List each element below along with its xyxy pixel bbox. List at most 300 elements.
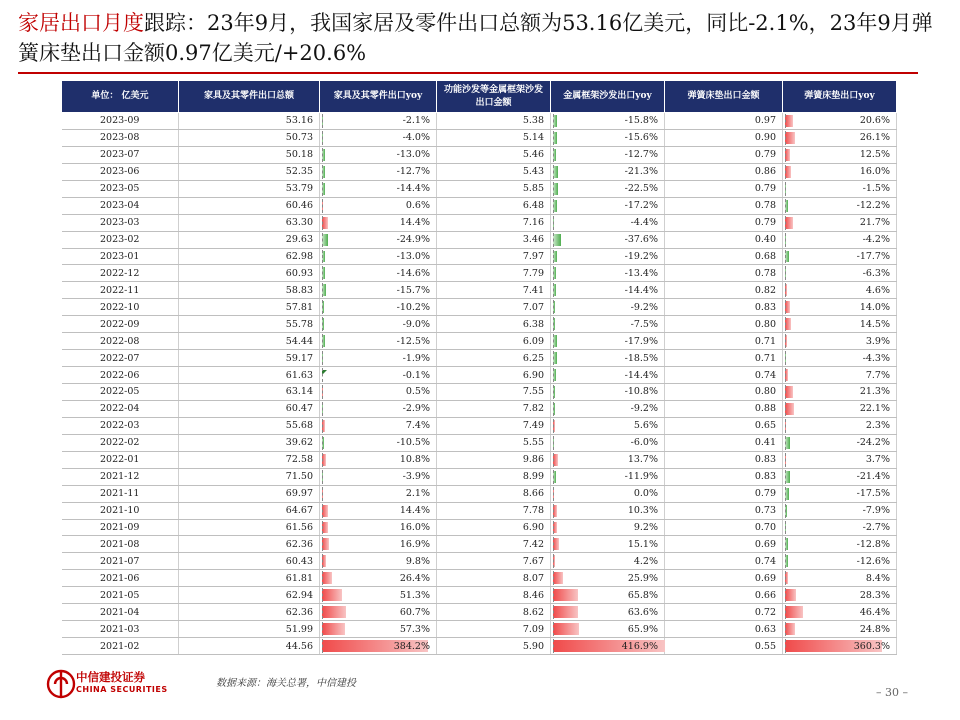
total_yoy-cell bbox=[320, 197, 437, 214]
sofa-cell: 7.78 bbox=[437, 502, 551, 519]
date-cell: 2021-08 bbox=[62, 536, 179, 553]
sofa-cell: 8.46 bbox=[437, 587, 551, 604]
sofa_yoy-value: -15.8% bbox=[624, 115, 658, 127]
sofa_yoy-bar-axis bbox=[553, 571, 554, 585]
sofa-cell: 5.14 bbox=[437, 129, 551, 146]
mat_yoy-bar-axis bbox=[785, 351, 786, 365]
total_yoy-cell bbox=[320, 468, 437, 485]
date-cell: 2023-04 bbox=[62, 197, 179, 214]
sofa_yoy-cell bbox=[551, 621, 665, 638]
mat_yoy-bar-axis bbox=[785, 385, 786, 399]
sofa_yoy-value: -15.6% bbox=[624, 132, 658, 144]
date-cell: 2021-04 bbox=[62, 604, 179, 621]
total-cell: 61.81 bbox=[179, 570, 320, 587]
total_yoy-value: -3.9% bbox=[402, 471, 430, 483]
date-cell: 2022-04 bbox=[62, 400, 179, 417]
total-cell: 71.50 bbox=[179, 468, 320, 485]
sofa_yoy-bar-axis bbox=[553, 114, 554, 128]
sofa_yoy-bar-axis bbox=[553, 216, 554, 230]
header-sofa: 功能沙发等金属框架沙发出口金额 bbox=[437, 81, 551, 113]
total_yoy-cell bbox=[320, 214, 437, 231]
total_yoy-value: 7.4% bbox=[405, 420, 430, 432]
mat_yoy-bar-axis bbox=[785, 165, 786, 179]
date-cell: 2022-12 bbox=[62, 265, 179, 282]
mat_yoy-positive-bar bbox=[785, 403, 794, 415]
sofa_yoy-cell bbox=[551, 367, 665, 384]
total-cell: 62.98 bbox=[179, 248, 320, 265]
mat_yoy-cell bbox=[783, 231, 897, 248]
mat-cell: 0.82 bbox=[665, 282, 783, 299]
table-row bbox=[62, 638, 897, 655]
mat_yoy-bar-axis bbox=[785, 199, 786, 213]
total_yoy-value: 14.4% bbox=[399, 505, 430, 517]
table-row bbox=[62, 333, 897, 350]
total_yoy-value: 0.5% bbox=[405, 386, 430, 398]
total-cell: 44.56 bbox=[179, 638, 320, 655]
mat_yoy-value: 22.1% bbox=[859, 403, 890, 415]
sofa_yoy-cell bbox=[551, 129, 665, 146]
mat_yoy-bar-axis bbox=[785, 233, 786, 247]
total_yoy-value: 0.6% bbox=[405, 200, 430, 212]
mat_yoy-cell bbox=[783, 519, 897, 536]
date-cell: 2022-01 bbox=[62, 451, 179, 468]
total-cell: 50.18 bbox=[179, 146, 320, 163]
mat_yoy-cell bbox=[783, 604, 897, 621]
total_yoy-positive-bar bbox=[322, 606, 346, 618]
total_yoy-cell bbox=[320, 502, 437, 519]
sofa_yoy-bar-axis bbox=[553, 199, 554, 213]
mat_yoy-cell bbox=[783, 163, 897, 180]
mat_yoy-bar-axis bbox=[785, 131, 786, 145]
sofa-cell: 9.86 bbox=[437, 451, 551, 468]
total-cell: 59.17 bbox=[179, 350, 320, 367]
sofa_yoy-value: -17.2% bbox=[624, 200, 658, 212]
total_yoy-bar-axis bbox=[322, 368, 323, 382]
total-cell: 63.30 bbox=[179, 214, 320, 231]
total_yoy-bar-axis bbox=[322, 233, 323, 247]
sofa-cell: 7.16 bbox=[437, 214, 551, 231]
mat_yoy-bar-axis bbox=[785, 588, 786, 602]
total_yoy-cell bbox=[320, 367, 437, 384]
date-cell: 2021-10 bbox=[62, 502, 179, 519]
mat-cell: 0.79 bbox=[665, 485, 783, 502]
furniture-export-table bbox=[61, 80, 897, 655]
total_yoy-bar-axis bbox=[322, 385, 323, 399]
sofa_yoy-value: -19.2% bbox=[624, 250, 658, 262]
mat_yoy-cell bbox=[783, 197, 897, 214]
sofa_yoy-cell bbox=[551, 570, 665, 587]
table-row bbox=[62, 384, 897, 401]
header-total-yoy: 家具及其零件出口yoy bbox=[320, 81, 437, 113]
total-cell: 55.68 bbox=[179, 417, 320, 434]
table-row bbox=[62, 113, 897, 130]
sofa-cell: 7.41 bbox=[437, 282, 551, 299]
total_yoy-cell bbox=[320, 333, 437, 350]
mat_yoy-bar-axis bbox=[785, 436, 786, 450]
total_yoy-bar-axis bbox=[322, 588, 323, 602]
total-cell: 53.79 bbox=[179, 180, 320, 197]
date-cell: 2022-05 bbox=[62, 384, 179, 401]
sofa_yoy-value: 0.0% bbox=[633, 488, 658, 500]
total_yoy-bar-axis bbox=[322, 250, 323, 264]
sofa_yoy-value: -17.9% bbox=[624, 335, 658, 347]
sofa-cell: 6.90 bbox=[437, 367, 551, 384]
table-row bbox=[62, 214, 897, 231]
title-divider bbox=[18, 72, 918, 74]
mat_yoy-value: 20.6% bbox=[859, 115, 890, 127]
sofa_yoy-cell bbox=[551, 434, 665, 451]
date-cell: 2021-09 bbox=[62, 519, 179, 536]
mat_yoy-value: 46.4% bbox=[859, 606, 890, 618]
total_yoy-cell bbox=[320, 400, 437, 417]
mat_yoy-bar-axis bbox=[785, 605, 786, 619]
total_yoy-cell bbox=[320, 485, 437, 502]
mat_yoy-bar-axis bbox=[785, 537, 786, 551]
sofa-cell: 7.55 bbox=[437, 384, 551, 401]
total_yoy-value: -2.9% bbox=[402, 403, 430, 415]
total_yoy-value: 16.9% bbox=[399, 538, 430, 550]
mat-cell: 0.80 bbox=[665, 384, 783, 401]
total_yoy-cell bbox=[320, 417, 437, 434]
mat_yoy-value: 3.7% bbox=[865, 454, 890, 466]
mat_yoy-bar-axis bbox=[785, 114, 786, 128]
total_yoy-cell bbox=[320, 350, 437, 367]
sofa_yoy-value: 65.9% bbox=[627, 623, 658, 635]
table-row bbox=[62, 451, 897, 468]
total-cell: 53.16 bbox=[179, 113, 320, 130]
total-cell: 64.67 bbox=[179, 502, 320, 519]
sofa_yoy-bar-axis bbox=[553, 521, 554, 535]
mat_yoy-bar-axis bbox=[785, 250, 786, 264]
total-cell: 61.56 bbox=[179, 519, 320, 536]
mat_yoy-value: 3.9% bbox=[865, 335, 890, 347]
sofa_yoy-cell bbox=[551, 197, 665, 214]
mat_yoy-bar-axis bbox=[785, 182, 786, 196]
total-cell: 62.36 bbox=[179, 536, 320, 553]
date-cell: 2021-12 bbox=[62, 468, 179, 485]
mat_yoy-positive-bar bbox=[785, 386, 793, 398]
mat-cell: 0.79 bbox=[665, 214, 783, 231]
sofa-cell: 7.97 bbox=[437, 248, 551, 265]
total_yoy-cell bbox=[320, 604, 437, 621]
date-cell: 2021-05 bbox=[62, 587, 179, 604]
date-cell: 2022-09 bbox=[62, 316, 179, 333]
mat-cell: 0.68 bbox=[665, 248, 783, 265]
mat_yoy-cell bbox=[783, 553, 897, 570]
sofa-cell: 6.90 bbox=[437, 519, 551, 536]
table-row bbox=[62, 400, 897, 417]
mat_yoy-value: -12.2% bbox=[856, 200, 890, 212]
sofa_yoy-bar-axis bbox=[553, 419, 554, 433]
date-cell: 2023-01 bbox=[62, 248, 179, 265]
sofa_yoy-cell bbox=[551, 519, 665, 536]
total_yoy-value: 26.4% bbox=[399, 572, 430, 584]
sofa_yoy-bar-axis bbox=[553, 334, 554, 348]
mat_yoy-cell bbox=[783, 400, 897, 417]
mat_yoy-value: 12.5% bbox=[859, 149, 890, 161]
table-row bbox=[62, 231, 897, 248]
total_yoy-value: -0.1% bbox=[402, 369, 430, 381]
table-row bbox=[62, 519, 897, 536]
table-body bbox=[62, 113, 897, 655]
sofa_yoy-bar-axis bbox=[553, 266, 554, 280]
total_yoy-cell bbox=[320, 434, 437, 451]
mat-cell: 0.69 bbox=[665, 570, 783, 587]
sofa-cell: 5.38 bbox=[437, 113, 551, 130]
mat_yoy-cell bbox=[783, 146, 897, 163]
sofa_yoy-value: 416.9% bbox=[621, 640, 658, 652]
logo-name-cn: 中信建投证券 bbox=[76, 670, 145, 684]
total_yoy-value: -12.5% bbox=[396, 335, 430, 347]
mat_yoy-positive-bar bbox=[785, 623, 795, 635]
table-row bbox=[62, 350, 897, 367]
sofa-cell: 5.55 bbox=[437, 434, 551, 451]
total_yoy-value: 14.4% bbox=[399, 217, 430, 229]
table-row bbox=[62, 299, 897, 316]
total_yoy-value: 384.2% bbox=[393, 640, 430, 652]
sofa_yoy-cell bbox=[551, 604, 665, 621]
date-cell: 2022-06 bbox=[62, 367, 179, 384]
mat_yoy-bar-axis bbox=[785, 487, 786, 501]
total_yoy-cell bbox=[320, 163, 437, 180]
total_yoy-cell bbox=[320, 587, 437, 604]
sofa_yoy-value: 15.1% bbox=[627, 538, 658, 550]
sofa-cell: 7.79 bbox=[437, 265, 551, 282]
total_yoy-value: -9.0% bbox=[402, 318, 430, 330]
sofa_yoy-value: 65.8% bbox=[627, 589, 658, 601]
sofa-cell: 7.82 bbox=[437, 400, 551, 417]
total_yoy-cell bbox=[320, 113, 437, 130]
mat-cell: 0.55 bbox=[665, 638, 783, 655]
date-cell: 2022-08 bbox=[62, 333, 179, 350]
mat_yoy-value: -7.9% bbox=[862, 505, 890, 517]
table-row bbox=[62, 570, 897, 587]
total-cell: 52.35 bbox=[179, 163, 320, 180]
sofa_yoy-cell bbox=[551, 282, 665, 299]
date-cell: 2023-06 bbox=[62, 163, 179, 180]
total_yoy-bar-axis bbox=[322, 521, 323, 535]
page-title bbox=[18, 8, 938, 68]
sofa_yoy-bar-axis bbox=[553, 368, 554, 382]
total_yoy-cell bbox=[320, 129, 437, 146]
mat-cell: 0.74 bbox=[665, 367, 783, 384]
sofa_yoy-cell bbox=[551, 536, 665, 553]
sofa_yoy-bar-axis bbox=[553, 300, 554, 314]
sofa_yoy-bar-axis bbox=[553, 165, 554, 179]
mat_yoy-cell bbox=[783, 502, 897, 519]
sofa_yoy-value: -14.4% bbox=[624, 369, 658, 381]
date-cell: 2021-06 bbox=[62, 570, 179, 587]
total_yoy-value: 2.1% bbox=[405, 488, 430, 500]
header-sofa-yoy: 金属框架沙发出口yoy bbox=[551, 81, 665, 113]
mat_yoy-bar-axis bbox=[785, 571, 786, 585]
total_yoy-cell bbox=[320, 638, 437, 655]
total_yoy-cell bbox=[320, 570, 437, 587]
mat_yoy-positive-bar bbox=[785, 606, 803, 618]
sofa_yoy-bar-axis bbox=[553, 283, 554, 297]
mat_yoy-cell bbox=[783, 536, 897, 553]
total_yoy-bar-axis bbox=[322, 436, 323, 450]
sofa_yoy-bar-axis bbox=[553, 588, 554, 602]
mat_yoy-cell bbox=[783, 587, 897, 604]
total_yoy-cell bbox=[320, 384, 437, 401]
mat_yoy-bar-axis bbox=[785, 639, 786, 653]
total_yoy-bar-axis bbox=[322, 216, 323, 230]
mat_yoy-bar-axis bbox=[785, 368, 786, 382]
total_yoy-bar-axis bbox=[322, 571, 323, 585]
total_yoy-bar-axis bbox=[322, 419, 323, 433]
mat_yoy-value: -12.6% bbox=[856, 555, 890, 567]
mat-cell: 0.73 bbox=[665, 502, 783, 519]
sofa-cell: 5.85 bbox=[437, 180, 551, 197]
total-cell: 62.36 bbox=[179, 604, 320, 621]
sofa_yoy-value: 13.7% bbox=[627, 454, 658, 466]
total-cell: 60.47 bbox=[179, 400, 320, 417]
mat_yoy-cell bbox=[783, 367, 897, 384]
total_yoy-cell bbox=[320, 282, 437, 299]
table-row bbox=[62, 129, 897, 146]
sofa_yoy-bar-axis bbox=[553, 402, 554, 416]
sofa_yoy-cell bbox=[551, 265, 665, 282]
total_yoy-cell bbox=[320, 536, 437, 553]
sofa_yoy-value: -14.4% bbox=[624, 284, 658, 296]
total_yoy-cell bbox=[320, 146, 437, 163]
mat_yoy-value: 28.3% bbox=[859, 589, 890, 601]
table-row bbox=[62, 485, 897, 502]
total_yoy-cell bbox=[320, 519, 437, 536]
sofa-cell: 7.09 bbox=[437, 621, 551, 638]
date-cell: 2021-03 bbox=[62, 621, 179, 638]
sofa-cell: 8.99 bbox=[437, 468, 551, 485]
mat_yoy-value: 4.6% bbox=[865, 284, 890, 296]
sofa_yoy-cell bbox=[551, 248, 665, 265]
total_yoy-bar-axis bbox=[322, 470, 323, 484]
sofa_yoy-bar-axis bbox=[553, 351, 554, 365]
mat_yoy-value: 7.7% bbox=[865, 369, 890, 381]
sofa_yoy-cell bbox=[551, 384, 665, 401]
sofa_yoy-value: 5.6% bbox=[633, 420, 658, 432]
sofa_yoy-value: -9.2% bbox=[630, 301, 658, 313]
sofa_yoy-value: 10.3% bbox=[627, 505, 658, 517]
total-cell: 61.63 bbox=[179, 367, 320, 384]
table-row bbox=[62, 553, 897, 570]
mat_yoy-positive-bar bbox=[785, 217, 793, 229]
sofa_yoy-value: -21.3% bbox=[624, 166, 658, 178]
total_yoy-cell bbox=[320, 553, 437, 570]
mat-cell: 0.78 bbox=[665, 197, 783, 214]
total_yoy-positive-bar bbox=[322, 589, 342, 601]
date-cell: 2021-11 bbox=[62, 485, 179, 502]
mat_yoy-value: 24.8% bbox=[859, 623, 890, 635]
date-cell: 2022-10 bbox=[62, 299, 179, 316]
mat-cell: 0.74 bbox=[665, 553, 783, 570]
sofa_yoy-value: 25.9% bbox=[627, 572, 658, 584]
mat-cell: 0.79 bbox=[665, 146, 783, 163]
date-cell: 2023-03 bbox=[62, 214, 179, 231]
sofa_yoy-bar-axis bbox=[553, 385, 554, 399]
mat_yoy-bar-axis bbox=[785, 504, 786, 518]
mat-cell: 0.86 bbox=[665, 163, 783, 180]
total_yoy-bar-axis bbox=[322, 182, 323, 196]
sofa_yoy-cell bbox=[551, 180, 665, 197]
sofa_yoy-bar-axis bbox=[553, 131, 554, 145]
table-row bbox=[62, 316, 897, 333]
table-row bbox=[62, 621, 897, 638]
sofa_yoy-value: -11.9% bbox=[624, 471, 658, 483]
sofa-cell: 6.48 bbox=[437, 197, 551, 214]
mat_yoy-cell bbox=[783, 299, 897, 316]
sofa_yoy-cell bbox=[551, 417, 665, 434]
sofa-cell: 5.46 bbox=[437, 146, 551, 163]
table-row bbox=[62, 265, 897, 282]
sofa_yoy-bar-axis bbox=[553, 250, 554, 264]
sofa-cell: 8.07 bbox=[437, 570, 551, 587]
mat_yoy-cell bbox=[783, 316, 897, 333]
mat_yoy-cell bbox=[783, 248, 897, 265]
mat_yoy-value: 21.7% bbox=[859, 217, 890, 229]
table-row bbox=[62, 146, 897, 163]
mat_yoy-bar-axis bbox=[785, 300, 786, 314]
sofa-cell: 3.46 bbox=[437, 231, 551, 248]
page-number: – 30 – bbox=[876, 686, 908, 699]
total_yoy-cell bbox=[320, 316, 437, 333]
sofa-cell: 7.67 bbox=[437, 553, 551, 570]
sofa_yoy-value: 63.6% bbox=[627, 606, 658, 618]
mat_yoy-bar-axis bbox=[785, 470, 786, 484]
sofa-cell: 8.62 bbox=[437, 604, 551, 621]
data-source-note: 数据来源：海关总署，中信建投 bbox=[216, 678, 356, 689]
sofa-cell: 8.66 bbox=[437, 485, 551, 502]
total_yoy-value: -1.9% bbox=[402, 352, 430, 364]
mat-cell: 0.97 bbox=[665, 113, 783, 130]
sofa_yoy-positive-bar bbox=[553, 572, 563, 584]
sofa_yoy-cell bbox=[551, 316, 665, 333]
total_yoy-positive-bar bbox=[322, 623, 345, 635]
table-row bbox=[62, 434, 897, 451]
mat_yoy-value: 26.1% bbox=[859, 132, 890, 144]
mat_yoy-cell bbox=[783, 350, 897, 367]
total_yoy-cell bbox=[320, 265, 437, 282]
mat_yoy-cell bbox=[783, 638, 897, 655]
mat_yoy-bar-axis bbox=[785, 317, 786, 331]
mat_yoy-bar-axis bbox=[785, 622, 786, 636]
mat_yoy-value: -4.3% bbox=[862, 352, 890, 364]
total-cell: 57.81 bbox=[179, 299, 320, 316]
sofa_yoy-value: -7.5% bbox=[630, 318, 658, 330]
sofa-cell: 7.07 bbox=[437, 299, 551, 316]
date-cell: 2022-02 bbox=[62, 434, 179, 451]
table-row bbox=[62, 163, 897, 180]
table-row bbox=[62, 180, 897, 197]
mat-cell: 0.66 bbox=[665, 587, 783, 604]
total_yoy-value: -2.1% bbox=[402, 115, 430, 127]
sofa-cell: 6.09 bbox=[437, 333, 551, 350]
date-cell: 2023-07 bbox=[62, 146, 179, 163]
date-cell: 2022-07 bbox=[62, 350, 179, 367]
sofa_yoy-cell bbox=[551, 163, 665, 180]
total-cell: 51.99 bbox=[179, 621, 320, 638]
sofa_yoy-cell bbox=[551, 638, 665, 655]
mat_yoy-value: 360.3% bbox=[853, 640, 890, 652]
total_yoy-value: -15.7% bbox=[396, 284, 430, 296]
total_yoy-value: -14.6% bbox=[396, 267, 430, 279]
total_yoy-positive-bar bbox=[322, 538, 329, 550]
table-row bbox=[62, 536, 897, 553]
mat_yoy-cell bbox=[783, 434, 897, 451]
date-cell: 2023-02 bbox=[62, 231, 179, 248]
mat_yoy-value: -1.5% bbox=[862, 183, 890, 195]
total-cell: 50.73 bbox=[179, 129, 320, 146]
